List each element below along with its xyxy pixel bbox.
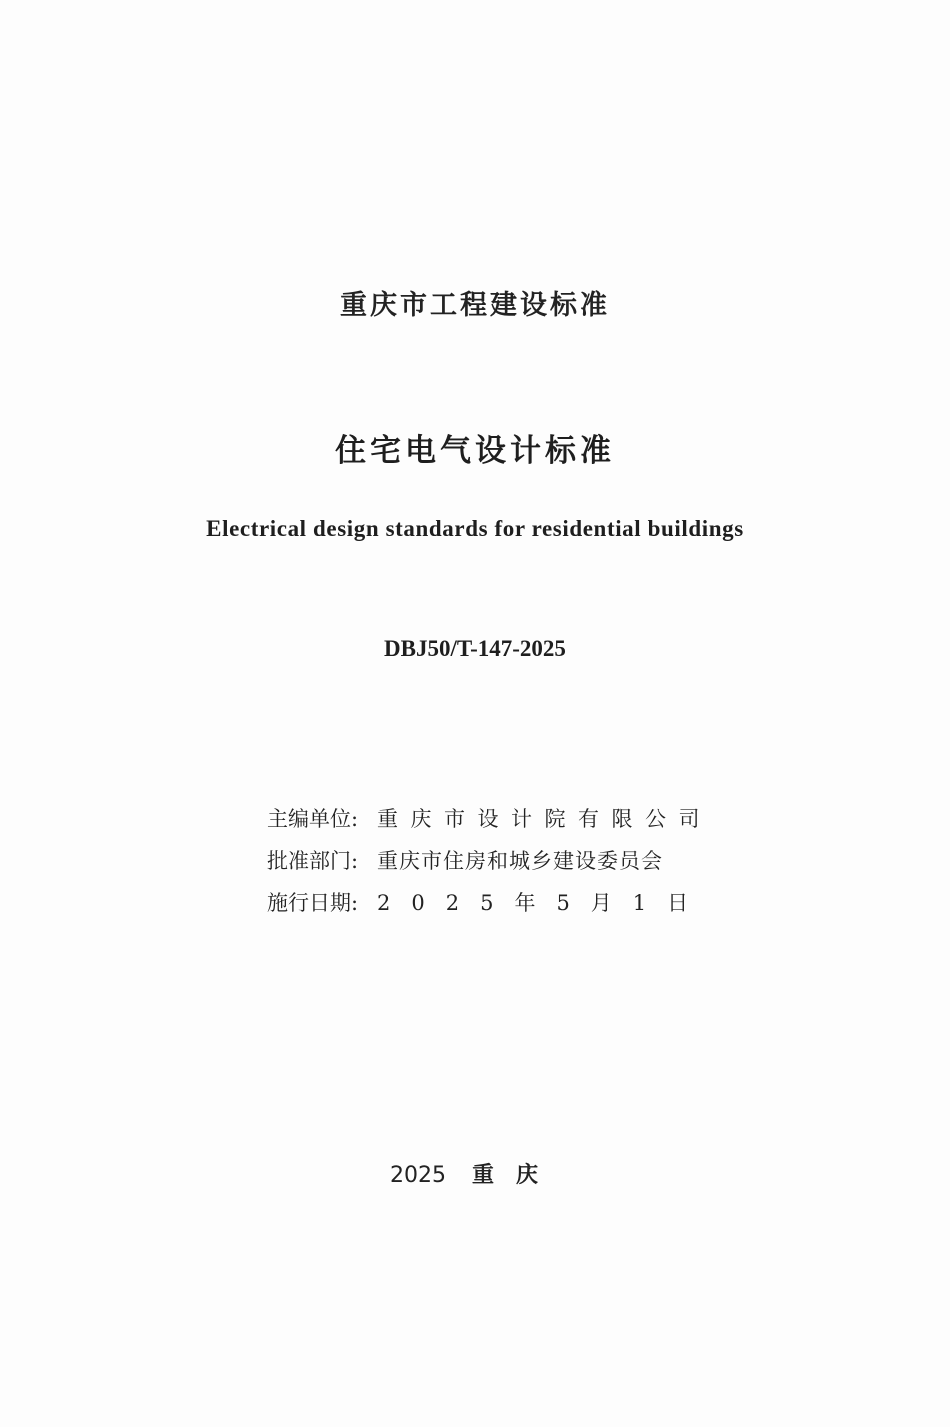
effective-date-label: 施行日期:	[267, 891, 359, 915]
effective-date-value: 2025年5月1日	[377, 891, 710, 915]
approver-label: 批准部门:	[267, 849, 359, 873]
imprint-year: 2025	[389, 1163, 446, 1188]
imprint	[0, 1158, 950, 1189]
editor-row	[267, 803, 712, 833]
document-title-chinese: 住宅电气设计标准	[335, 433, 615, 469]
standard-code: DBJ50/T-147-2025	[384, 636, 566, 661]
imprint-city: 重庆	[471, 1163, 560, 1188]
document-title-english: Electrical design standards for residential buildings	[206, 516, 744, 541]
approver-row	[267, 845, 707, 875]
approver-value: 重庆市住房和城乡建设委员会	[377, 849, 663, 873]
editor-value: 重庆市设计院有限公司	[377, 807, 712, 831]
editor-label: 主编单位:	[267, 807, 359, 831]
effective-date-row	[267, 887, 710, 917]
standard-series-title: 重庆市工程建设标准	[340, 290, 610, 321]
